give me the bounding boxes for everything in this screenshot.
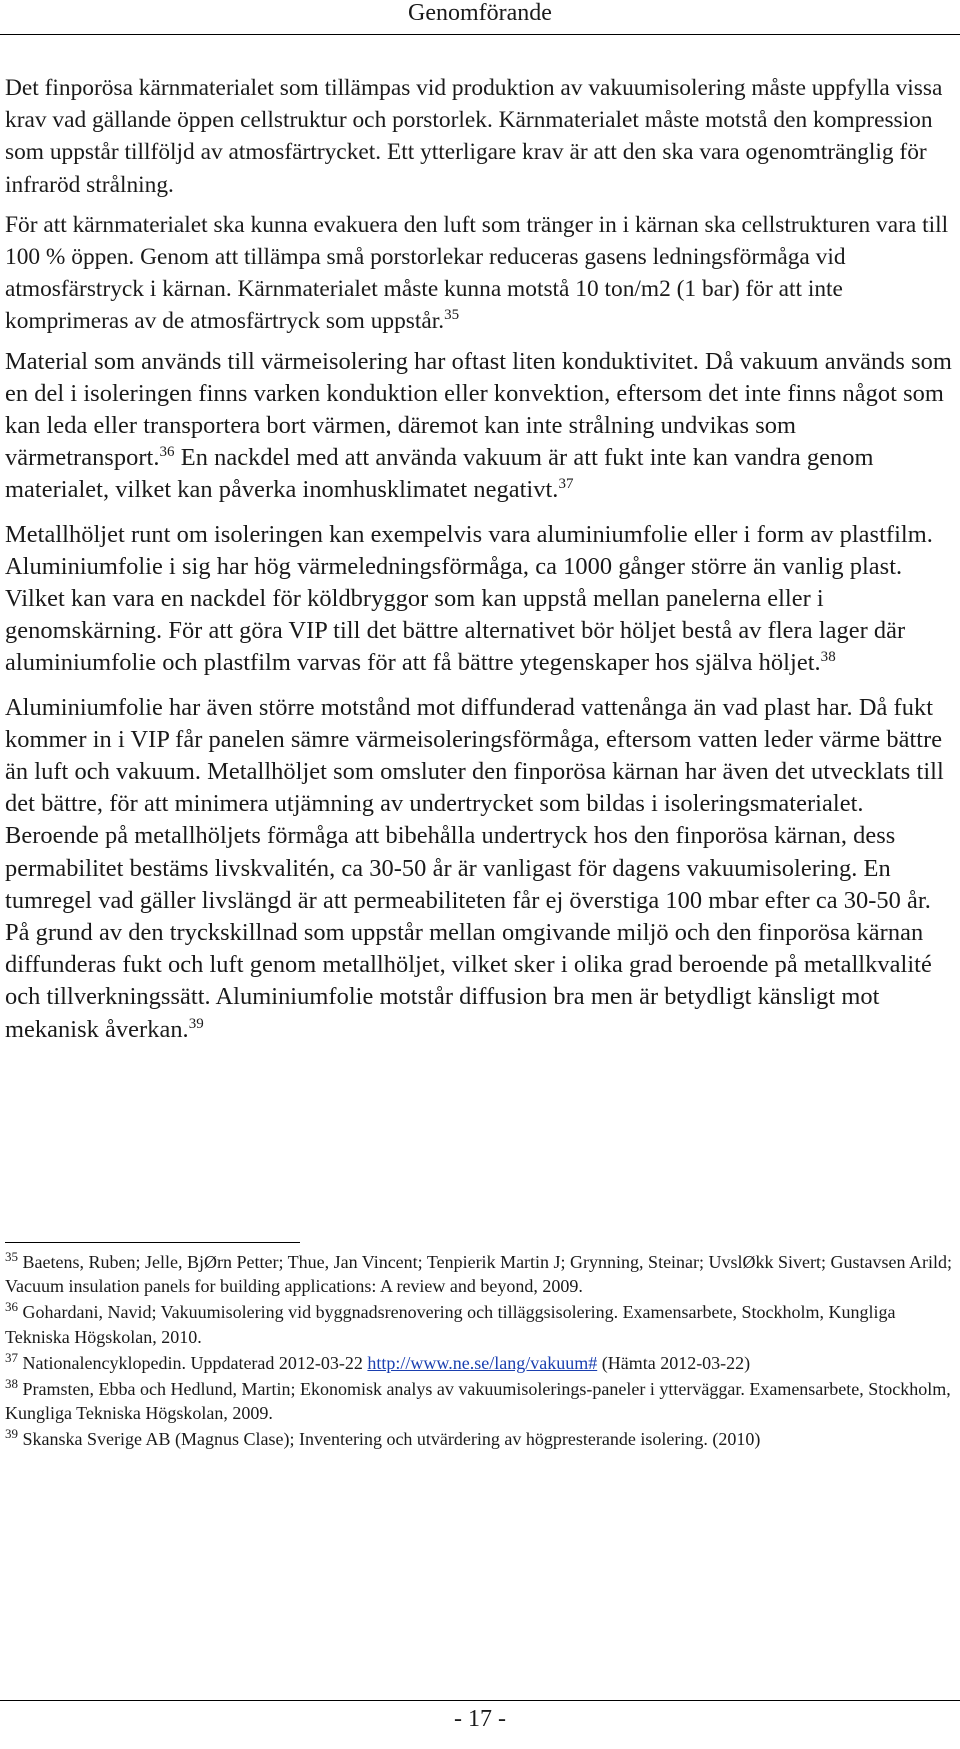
paragraph-text: Det finporösa kärnmaterialet som tillämpas vid produktion av vakuumisolering måste uppfylla vissa krav vad gällande öppen cellstruktur och porstorlek. Kärnmaterialet måste motstå den kompression som uppstår tillföljd av atmosfärtrycket. Ett ytterligare krav är att den ska vara ogenomtränglig för infraröd strålning. xyxy=(5,75,943,198)
footnote-37 xyxy=(5,1351,955,1375)
footnote-text: Pramsten, Ebba och Hedlund, Martin; Ekonomisk analys av vakuumisolerings-paneler i ytterväggar. Examensarbete, Stockholm, Kungliga Tekniska Högskolan, 2009. xyxy=(5,1379,951,1424)
footnote-number: 35 xyxy=(5,1249,18,1264)
footnote-35 xyxy=(5,1250,955,1298)
footnote-number: 38 xyxy=(5,1376,18,1392)
footnote-text: Baetens, Ruben; Jelle, BjØrn Petter; Thue, Jan Vincent; Tenpierik Martin J; Grynning, Steinar; UvslØkk Sivert; Gustavsen Arild; Vacuum insulation panels for building applications: A review and beyond, 2009. xyxy=(5,1252,953,1297)
page-number: - 17 - xyxy=(454,1706,506,1732)
footnote-text: Skanska Sverige AB (Magnus Clase); Inventering och utvärdering av högpresterande isolering. (2010) xyxy=(22,1429,761,1450)
footnotes xyxy=(5,1250,955,1454)
footnote-text: Nationalencyklopedin. Uppdaterad 2012-03-22 xyxy=(22,1352,368,1373)
footnote-ref-36[interactable]: 36 xyxy=(159,444,175,461)
paragraph-text: Metallhöljet runt om isoleringen kan exempelvis vara aluminiumfolie eller i form av plastfilm. Aluminiumfolie i sig har hög värmeledningsförmåga, ca 1000 gånger större än vanlig plast. Vilket kan vara en nackdel för köldbryggor som kan uppstå mellan panelerna eller i genomskärning. För att göra VIP till det bättre alternativet bör höljet bestå av flera lager där aluminiumfolie och plastfilm varvas för att få bättre ytegenskaper hos själva höljet. xyxy=(5,520,933,677)
footer-rule xyxy=(0,1700,960,1701)
footnote-number: 36 xyxy=(5,1299,18,1315)
paragraph-metal-casing xyxy=(5,519,955,680)
footnote-ref-37[interactable]: 37 xyxy=(558,476,574,493)
paragraph-aluminium-foil xyxy=(5,692,955,1046)
paragraph-conductivity xyxy=(5,346,955,507)
footnote-39 xyxy=(5,1427,955,1451)
footnote-ref-38[interactable]: 38 xyxy=(820,649,836,666)
paragraph-text: För att kärnmaterialet ska kunna evakuera den luft som tränger in i kärnan ska cellstrukturen vara till 100 % öppen. Genom att tillämpa små porstorlekar reduceras gasens ledningsförmåga vid atmosfärstryck i kärnan. Kärnmaterialet måste kunna motstå 10 ton/m2 (1 bar) för att inte komprimeras av de atmosfärtryck som uppstår. xyxy=(5,211,949,335)
footnote-38 xyxy=(5,1377,955,1425)
footnote-text: (Hämta 2012-03-22) xyxy=(597,1352,751,1373)
footnote-separator xyxy=(5,1242,300,1243)
paragraph-cell-structure xyxy=(5,209,955,338)
paragraph-text: En nackdel med att använda vakuum är att fukt inte kan vandra genom materialet, vilket kan påverka inomhusklimatet negativt. xyxy=(5,444,874,504)
paragraph-text: Aluminiumfolie har även större motstånd mot diffunderad vattenånga än vad plast har. Då fukt kommer in i VIP får panelen sämre värmeisoleringsförmåga, eftersom vatten leder värme bättre än luft och vakuum. Metallhöljet som omsluter den finporösa kärnan har även det utvecklats till det bättre, för att minimera utjämning av undertrycket som bildas i isoleringsmaterialet. Beroende på metallhöljets förmåga att bibehålla undertryck hos den finporösa kärnan, dess permabilitet bestäms livskvalitén, ca 30-50 år är vanligast för dagens vakuumisolering. En tumregel vad gäller livslängd är att permeabiliteten får ej överstiga 100 mbar efter ca 30-50 år. På grund av den tryckskillnad som uppstår mellan omgivande miljö och den finporösa kärnan diffunderas fukt och luft genom metallhöljet, vilket sker i olika grad beroende på metallkvalité och tillverkningssätt. Aluminiumfolie motstår diffusion bra men är betydligt känsligt mot mekanisk åverkan. xyxy=(5,693,944,1043)
footnote-ref-39[interactable]: 39 xyxy=(188,1015,204,1032)
footnote-ref-35[interactable]: 35 xyxy=(444,307,460,324)
footnote-number: 39 xyxy=(5,1426,18,1442)
paragraph-core-material xyxy=(5,72,955,201)
footnote-link[interactable]: http://www.ne.se/lang/vakuum# xyxy=(367,1352,598,1373)
header-title: Genomförande xyxy=(408,0,552,26)
footnote-text: Gohardani, Navid; Vakuumisolering vid byggnadsrenovering och tilläggsisolering. Examensarbete, Stockholm, Kungliga Tekniska Högskolan, 2010. xyxy=(5,1302,896,1347)
paragraph-text: Material som används till värmeisolering har oftast liten konduktivitet. Då vakuum används som en del i isoleringen finns varken konduktion eller konvektion, eftersom det inte finns något som kan leda eller transportera bort värmen, däremot kan inte strålning undvikas som värmetransport. xyxy=(5,347,952,472)
footnote-number: 37 xyxy=(5,1349,18,1365)
running-header xyxy=(0,0,960,35)
footnote-36 xyxy=(5,1300,955,1348)
body-text xyxy=(5,72,955,1058)
